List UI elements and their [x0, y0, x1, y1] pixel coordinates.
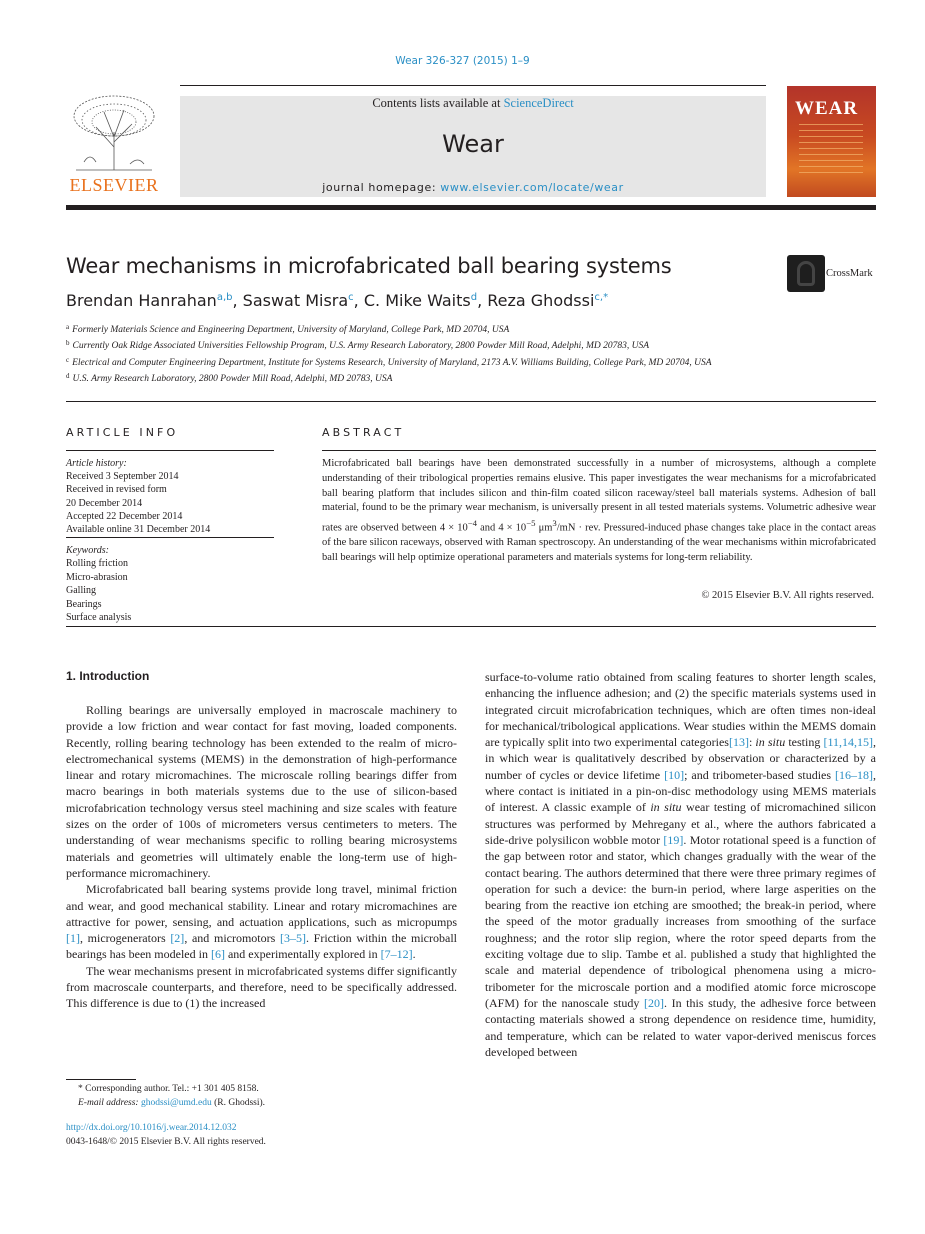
- elsevier-logo: [66, 92, 162, 196]
- paragraph: [66, 881, 457, 962]
- divider: [66, 401, 876, 402]
- tree-logo-icon: [66, 92, 162, 172]
- text-segment: wear testing of micromachined silicon structures was performed by Mehregany et al., where the authors fabricated a side-drive polysilicon wobble motor: [485, 800, 876, 847]
- text-segment: Microfabricated ball bearing systems provide long travel, minimal friction and wear, and good mechanical stability. Linear and rotary micromachines are attractive for power, sensing, and actuation applications, such as micropumps: [66, 882, 457, 929]
- divider: [66, 537, 274, 538]
- article-history: [66, 457, 274, 536]
- text-segment: .: [412, 947, 416, 962]
- doi-block: [66, 1122, 457, 1149]
- keyword: Bearings: [66, 598, 102, 610]
- author-affil-link[interactable]: d: [470, 292, 478, 303]
- body-right-column: [485, 669, 876, 1060]
- text-segment: ; and tribometer-based studies: [684, 767, 835, 782]
- reference-link[interactable]: [1]: [66, 931, 80, 946]
- journal-banner: [180, 96, 766, 197]
- issn-line: 0043-1648/© 2015 Elsevier B.V. All rights reserved.: [66, 1136, 266, 1147]
- abstract-copyright: © 2015 Elsevier B.V. All rights reserved.: [701, 590, 874, 601]
- affiliation-text: Electrical and Computer Engineering Department, Institute for Systems Research, University of Maryland, 2173 A.V. Williams Building, College Park, MD 20704, USA: [72, 357, 712, 368]
- affiliation-text: U.S. Army Research Laboratory, 2800 Powder Mill Road, Adelphi, MD 20783, USA: [72, 374, 393, 385]
- abstract-text: [322, 457, 876, 566]
- section-heading-introduction: 1. Introduction: [66, 669, 150, 683]
- history-item: Received in revised form: [66, 484, 167, 496]
- email-label: E-mail address:: [78, 1097, 141, 1108]
- abstract-segment: /mN · rev. Pressured-induced phase changes take place in the contact areas of the bare silicon raceways, observed with Raman spectroscopy. An understanding of the wear mechanisms within microfabricated ball bearings will help optimize operational parameters and materials systems for long-term reliability.: [322, 522, 876, 564]
- corresponding-author-note: * Corresponding author. Tel.: +1 301 405 8158.: [78, 1084, 259, 1094]
- author-affil-link[interactable]: a,b: [216, 292, 233, 303]
- header-divider: [180, 85, 766, 86]
- text-segment: , in which wear is qualitatively described by observation or characterized by a number of cycles or device lifetime: [485, 735, 876, 782]
- cover-title: WEAR: [795, 98, 859, 119]
- body-left-column: [66, 702, 457, 1012]
- keyword: Rolling friction: [66, 558, 128, 570]
- affiliation-item: [66, 337, 766, 353]
- affiliation-item: [66, 370, 766, 386]
- affiliation-item: [66, 354, 766, 370]
- doi-link[interactable]: http://dx.doi.org/10.1016/j.wear.2014.12.032: [66, 1123, 237, 1133]
- keywords: [66, 544, 274, 624]
- publisher-wordmark: ELSEVIER: [69, 175, 159, 195]
- abstract-heading: ABSTRACT: [322, 426, 405, 439]
- abstract-exponent: −5: [526, 518, 536, 529]
- affiliation-mark: a: [66, 323, 70, 331]
- text-segment: and experimentally explored in: [224, 947, 381, 962]
- reference-link[interactable]: [3–5]: [279, 931, 306, 946]
- homepage-prefix: journal homepage:: [322, 181, 441, 194]
- divider: [66, 450, 274, 451]
- text-segment: . Motor rotational speed is a function of the gap between rotor and stator, which changes gradually with the wear of the contact bearing. The authors determined that there were three primary regimes of operation for such a device: the burn-in period, where large asperities on the bearing from the reactive ion etching are smoothed; the break-in period, where the speed of the motor gradually increases from smoothing of the surface roughness; and the rotor slip region, where the rotor speed departs from the exciting voltage due to slip. Tambe et al. published a study that highlighted the scale and material dependence of tribological phenomena using a micro-tribometer for the microscale portion and a modified atomic force microscope (AFM) for the nanoscale study: [485, 832, 876, 1010]
- author-name: C. Mike Waits: [363, 291, 471, 310]
- author-name: Saswat Misra: [242, 291, 349, 310]
- crossmark-label[interactable]: CrossMark: [826, 268, 873, 279]
- affiliation-item: [66, 321, 766, 337]
- cover-texture: [799, 124, 863, 178]
- author-separator: ,: [232, 291, 243, 310]
- reference-link[interactable]: [2]: [170, 931, 185, 946]
- footnote-rule: [66, 1079, 136, 1080]
- reference-link[interactable]: [13]: [728, 735, 749, 750]
- journal-homepage: [180, 181, 766, 194]
- author-name: Reza Ghodssi: [487, 291, 595, 310]
- paragraph: The wear mechanisms present in microfabricated systems differ significantly from macroscale counterparts, and therefore, need to be specifically addressed. This difference is due to (1) the increased: [66, 963, 457, 1011]
- text-segment: , microgenerators: [80, 931, 171, 946]
- author-list: [66, 291, 608, 310]
- text-segment: , where contact is initiated in a pin-on-disc methodology using MEMS materials of interest. A classic example of: [485, 767, 876, 815]
- text-segment: . In this study, the adhesive force between contacting materials showed a strong dependence on residence time, humidity, and temperature, which can be related to water vapor-derived meniscus forces developed between: [485, 995, 876, 1059]
- reference-link[interactable]: [10]: [664, 767, 685, 782]
- affiliation-mark: b: [66, 339, 70, 348]
- reference-link[interactable]: [19]: [663, 832, 684, 847]
- keyword: Galling: [66, 585, 96, 597]
- paragraph: Rolling bearings are universally employed in macroscale machinery to provide a low friction and wear contact for fast moving, loaded components. Recently, rolling bearing technology has been extended to the realm of micro-electromechanical systems (MEMS) in the demonstration of high-performance linear and rotary micromachines. The microscale rolling bearings differ from macro bearings in both materials systems due to the use of silicon-based microfabrication technology versus steel machining and size scales with feature sizes on the order of 100s of micrometers versus centimeters to meters. The understanding of wear mechanisms specific to rolling bearing microsystems materials and geometries will ultimately enable the long-term use of high-performance micromachinery.: [66, 703, 457, 880]
- divider: [322, 450, 876, 451]
- affiliation-mark: c: [66, 355, 70, 364]
- homepage-link[interactable]: www.elsevier.com/locate/wear: [440, 181, 624, 194]
- reference-link[interactable]: [6]: [210, 947, 225, 962]
- italic-term: in situ: [650, 800, 682, 815]
- email-link[interactable]: ghodssi@umd.edu: [140, 1097, 212, 1108]
- abstract-exponent: −4: [467, 518, 478, 529]
- history-item: Received 3 September 2014: [66, 471, 179, 483]
- text-segment: . Friction within the microball bearings has been modeled in: [66, 931, 457, 962]
- keywords-label: Keywords:: [66, 545, 109, 556]
- history-label: Article history:: [66, 458, 127, 469]
- abstract-segment: Microfabricated ball bearings have been demonstrated successfully in a number of microsystems, although a complete understanding of their tribological properties remains elusive. This paper investigates the wear mechanisms for a microfabricated ball bearing platform that includes silicon and thin-film coated silicon raceway/steel ball materials systems. Adhesion of ball material, found to be the primary wear mechanism, is universally present in all tested materials systems. Volumetric adhesive wear rates are observed between 4 × 10: [322, 458, 876, 534]
- footnote: [66, 1083, 457, 1110]
- author-name: Brendan Hanrahan: [66, 291, 217, 310]
- article-title: Wear mechanisms in microfabricated ball bearing systems: [66, 254, 672, 278]
- contents-line: [180, 96, 766, 111]
- author-affil-link[interactable]: c,*: [594, 292, 609, 303]
- history-item: 20 December 2014: [66, 497, 143, 509]
- affiliation-text: Formerly Materials Science and Engineering Department, University of Maryland, College Park, MD 20704, USA: [72, 325, 510, 335]
- reference-link[interactable]: [20]: [643, 995, 664, 1010]
- paragraph: [485, 669, 876, 1060]
- abstract-exponent: 3: [552, 518, 557, 529]
- email-line: [66, 1097, 457, 1111]
- text-segment: surface-to-volume ratio obtained from scaling features to shorter length scales, enhancing the influence adhesion; and (2) the specific materials systems used in integrated circuit microfabrication techniques, which are often times non-ideal for mechanical/tribological applications. Wear studies within the MEMS domain are typically split into two experimental categories: [485, 670, 876, 750]
- history-item: Accepted 22 December 2014: [66, 510, 183, 522]
- text-segment: :: [748, 735, 756, 750]
- divider: [66, 626, 876, 627]
- author-separator: ,: [477, 291, 488, 310]
- affiliations: [66, 321, 766, 387]
- abstract-segment: and 4 × 10: [477, 522, 527, 534]
- keyword: Micro-abrasion: [66, 571, 128, 583]
- abstract-segment: μm: [535, 522, 553, 534]
- reference-link[interactable]: [7–12]: [380, 947, 413, 962]
- journal-cover-image: [787, 86, 876, 197]
- history-item: Available online 31 December 2014: [66, 524, 211, 536]
- journal-title: Wear: [442, 130, 504, 158]
- italic-term: in situ: [755, 735, 786, 750]
- text-segment: testing: [785, 735, 824, 750]
- email-suffix: (R. Ghodssi).: [211, 1097, 266, 1108]
- reference-link[interactable]: [16–18]: [835, 767, 873, 782]
- header-thick-rule: [66, 205, 876, 210]
- author-separator: ,: [353, 291, 364, 310]
- text-segment: , and micromotors: [184, 931, 280, 946]
- crossmark-icon[interactable]: [787, 255, 825, 292]
- sciencedirect-link[interactable]: ScienceDirect: [503, 96, 574, 110]
- article-info-heading: ARTICLE INFO: [66, 426, 179, 439]
- affiliation-text: Currently Oak Ridge Associated Universities Fellowship Program, U.S. Army Research Laboratory, 2800 Powder Mill Road, Adelphi, MD 20783, USA: [72, 341, 650, 352]
- keyword: Surface analysis: [66, 612, 132, 624]
- author-affil-link[interactable]: c: [348, 292, 354, 303]
- reference-link[interactable]: [11,14,15]: [823, 735, 873, 750]
- contents-prefix: Contents lists available at: [372, 96, 504, 110]
- affiliation-mark: d: [66, 372, 70, 381]
- journal-citation-link[interactable]: Wear 326-327 (2015) 1–9: [395, 55, 530, 67]
